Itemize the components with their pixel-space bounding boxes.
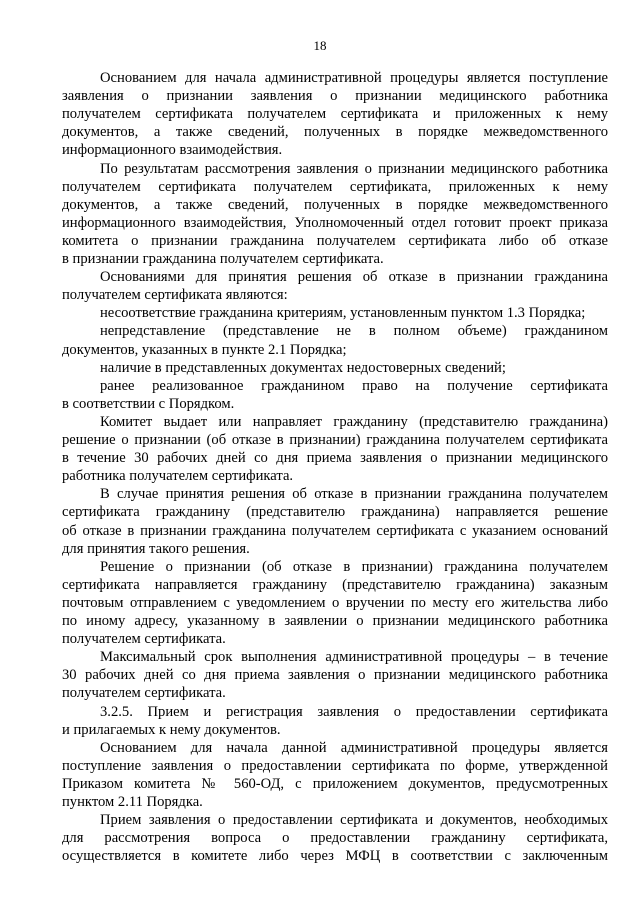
text-line: 30 рабочих дней со дня приема заявления о признании медицинского работника xyxy=(62,667,608,683)
text-line: в течение 30 рабочих дней со дня приема заявления о признании медицинского xyxy=(62,450,608,466)
text-line: для принятия такого решения. xyxy=(62,541,250,557)
text-line: заявления о признании заявления о признании медицинского работника xyxy=(62,88,608,104)
text-line: осуществляется в комитете либо через МФЦ в соответствии с заключенным xyxy=(62,848,608,864)
text-line: Основаниями для принятия решения об отказе в признании гражданина xyxy=(100,269,608,285)
text-line: Основанием для начала данной административной процедуры является xyxy=(100,740,608,756)
text-line: сертификата направляется гражданину (представителю гражданина) заказным xyxy=(62,577,608,593)
text-line: По результатам рассмотрения заявления о признании медицинского работника xyxy=(100,161,608,177)
text-line: ранее реализованное гражданином право на получение сертификата xyxy=(100,378,608,394)
text-line: Приказом комитета № 560-ОД, с приложением документов, предусмотренных xyxy=(62,776,608,792)
text-line: наличие в представленных документах недостоверных сведений; xyxy=(100,360,506,376)
text-line: работника получателем сертификата. xyxy=(62,468,294,484)
text-line: информационного взаимодействия. xyxy=(62,142,283,158)
text-line: получателем сертификата. xyxy=(62,685,226,701)
text-line: Основанием для начала административной процедуры является поступление xyxy=(100,70,608,86)
text-line: для рассмотрения вопроса о предоставлении гражданину сертификата, xyxy=(62,830,608,846)
text-line: комитета о признании гражданина получателем сертификата либо об отказе xyxy=(62,233,608,249)
text-line: документов, а также сведений, полученных в порядке межведомственного xyxy=(62,124,608,140)
text-line: документов, а также сведений, полученных в порядке межведомственного xyxy=(62,197,608,213)
text-line: документов, указанных в пункте 2.1 Порядка; xyxy=(62,342,347,358)
text-line: получателем сертификата получателем сертификата, приложенных к нему xyxy=(62,179,608,195)
text-line: 3.2.5. Прием и регистрация заявления о предоставлении сертификата xyxy=(100,704,608,720)
text-line: об отказе в признании гражданина получателем сертификата с указанием оснований xyxy=(62,523,608,539)
text-line: решение о признании (об отказе в признании) гражданина получателем сертификата xyxy=(62,432,608,448)
text-line: почтовым отправлением с уведомлением о вручении по месту его жительства либо xyxy=(62,595,608,611)
text-line: и прилагаемых к нему документов. xyxy=(62,722,281,738)
text-line: В случае принятия решения об отказе в признании гражданина получателем xyxy=(100,486,608,502)
text-line: получателем сертификата. xyxy=(62,631,226,647)
text-line: Комитет выдает или направляет гражданину (представителю гражданина) xyxy=(100,414,608,430)
text-line: непредставление (представление не в полном объеме) гражданином xyxy=(100,323,608,339)
text-line: Прием заявления о предоставлении сертификата и документов, необходимых xyxy=(100,812,608,828)
text-line: сертификата гражданину (представителю гражданина) направляется решение xyxy=(62,504,608,520)
text-line: в признании гражданина получателем сертификата. xyxy=(62,251,384,267)
text-line: Решение о признании (об отказе в признании) гражданина получателем xyxy=(100,559,608,575)
text-line: Максимальный срок выполнения административной процедуры – в течение xyxy=(100,649,608,665)
text-line: получателем сертификата получателем сертификата и приложенных к нему xyxy=(62,106,608,122)
text-line: получателем сертификата являются: xyxy=(62,287,288,303)
text-line: поступление заявления о предоставлении сертификата по форме, утвержденной xyxy=(62,758,608,774)
text-line: по иному адресу, указанному в заявлении о признании медицинского работника xyxy=(62,613,608,629)
text-line: в соответствии с Порядком. xyxy=(62,396,235,412)
page-number: 18 xyxy=(313,38,327,53)
text-line: несоответствие гражданина критериям, установленным пунктом 1.3 Порядка; xyxy=(100,305,586,321)
text-line: информационного взаимодействия, Уполномоченный отдел готовит проект приказа xyxy=(62,215,608,231)
text-line: пунктом 2.11 Порядка. xyxy=(62,794,203,810)
